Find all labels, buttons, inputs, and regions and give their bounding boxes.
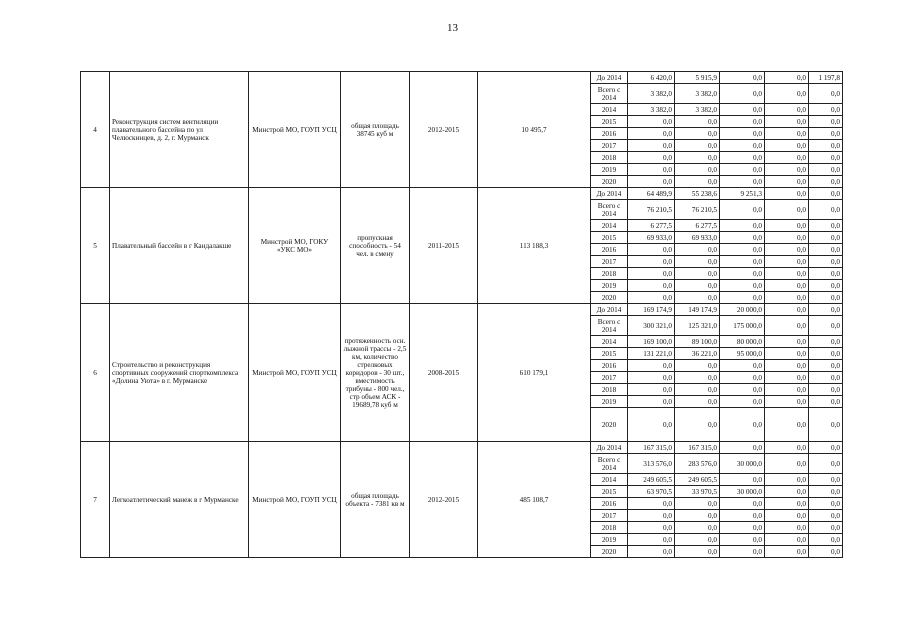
value-cell: 0,0 [809,140,843,152]
value-cell: 0,0 [765,256,809,268]
project-capacity: протяженность осн. лыжной трассы - 2,5 км, количество стрелковых коридоров - 30 шт., вместимость трибуны - 800 чел., стр объем АСК - 19689,78 куб м [341,304,410,442]
year-cell: До 2014 [591,442,628,454]
value-cell: 0,0 [809,474,843,486]
value-cell: 0,0 [720,72,765,84]
year-cell: 2014 [591,220,628,232]
value-cell: 0,0 [765,232,809,244]
value-cell: 0,0 [628,546,675,558]
value-cell: 0,0 [720,498,765,510]
value-cell: 0,0 [720,268,765,280]
value-cell: 0,0 [720,220,765,232]
value-cell: 0,0 [765,408,809,442]
year-cell: 2015 [591,116,628,128]
value-cell: 0,0 [809,152,843,164]
project-customer: Минстрой МО, ГОКУ «УКС МО» [249,188,341,304]
year-cell: 2018 [591,152,628,164]
value-cell: 0,0 [765,474,809,486]
value-cell: 0,0 [675,498,720,510]
value-cell: 0,0 [809,408,843,442]
value-cell: 0,0 [628,152,675,164]
year-cell: 2014 [591,104,628,116]
year-cell: 2018 [591,384,628,396]
year-cell: 2019 [591,534,628,546]
investment-table [80,71,843,558]
value-cell: 0,0 [765,104,809,116]
page-number: 13 [447,22,458,34]
value-cell: 0,0 [809,188,843,200]
value-cell: 3 382,0 [628,104,675,116]
value-cell: 0,0 [675,408,720,442]
value-cell: 5 915,9 [675,72,720,84]
value-cell: 0,0 [765,384,809,396]
value-cell: 3 382,0 [675,104,720,116]
project-period: 2008-2015 [410,304,478,442]
value-cell: 0,0 [628,372,675,384]
value-cell: 76 210,5 [628,200,675,220]
project-number: 5 [81,188,110,304]
value-cell: 0,0 [765,360,809,372]
value-cell: 0,0 [720,384,765,396]
year-cell: 2020 [591,408,628,442]
value-cell: 0,0 [720,176,765,188]
project-capacity: общая площадь 38745 куб м [341,72,410,188]
value-cell: 0,0 [675,244,720,256]
value-cell: 0,0 [628,140,675,152]
value-cell: 167 315,0 [675,442,720,454]
value-cell: 1 197,8 [809,72,843,84]
value-cell: 0,0 [765,336,809,348]
value-cell: 0,0 [628,498,675,510]
project-cost: 113 188,3 [478,188,591,304]
project-period: 2012-2015 [410,442,478,558]
project-number: 4 [81,72,110,188]
value-cell: 0,0 [628,280,675,292]
value-cell: 169 100,0 [628,336,675,348]
year-cell: 2016 [591,498,628,510]
project-name: Строительство и реконструкция спортивных сооружений спорткомплекса «Долина Уюта» в г. Мурманске [110,304,249,442]
value-cell: 0,0 [675,510,720,522]
value-cell: 0,0 [765,152,809,164]
value-cell: 0,0 [765,188,809,200]
value-cell: 0,0 [720,232,765,244]
value-cell: 0,0 [809,372,843,384]
value-cell: 0,0 [628,396,675,408]
value-cell: 0,0 [675,360,720,372]
value-cell: 0,0 [809,384,843,396]
value-cell: 0,0 [675,292,720,304]
year-cell: Всего с 2014 [591,84,628,104]
table-row [81,188,843,200]
value-cell: 0,0 [809,232,843,244]
value-cell: 0,0 [720,256,765,268]
value-cell: 0,0 [675,176,720,188]
value-cell: 0,0 [675,280,720,292]
value-cell: 0,0 [809,280,843,292]
value-cell: 0,0 [765,84,809,104]
project-capacity: пропускная способность - 54 чел. в смену [341,188,410,304]
value-cell: 0,0 [675,372,720,384]
value-cell: 0,0 [675,128,720,140]
value-cell: 0,0 [809,292,843,304]
year-cell: До 2014 [591,72,628,84]
value-cell: 0,0 [628,256,675,268]
value-cell: 30 000,0 [720,486,765,498]
year-cell: До 2014 [591,304,628,316]
project-name: Легкоатлетический манеж в г Мурманске [110,442,249,558]
value-cell: 95 000,0 [720,348,765,360]
year-cell: До 2014 [591,188,628,200]
value-cell: 0,0 [809,454,843,474]
year-cell: 2016 [591,360,628,372]
value-cell: 0,0 [720,474,765,486]
value-cell: 0,0 [720,534,765,546]
value-cell: 0,0 [765,292,809,304]
value-cell: 0,0 [720,140,765,152]
value-cell: 0,0 [720,546,765,558]
value-cell: 0,0 [628,522,675,534]
value-cell: 0,0 [720,372,765,384]
value-cell: 0,0 [675,164,720,176]
year-cell: 2014 [591,474,628,486]
value-cell: 0,0 [720,510,765,522]
value-cell: 0,0 [628,408,675,442]
value-cell: 0,0 [765,200,809,220]
value-cell: 0,0 [720,442,765,454]
value-cell: 0,0 [765,304,809,316]
project-number: 6 [81,304,110,442]
value-cell: 0,0 [628,244,675,256]
value-cell: 3 382,0 [675,84,720,104]
value-cell: 0,0 [675,268,720,280]
value-cell: 0,0 [765,268,809,280]
project-cost: 485 108,7 [478,442,591,558]
value-cell: 0,0 [720,104,765,116]
value-cell: 0,0 [675,396,720,408]
table-row [81,442,843,454]
value-cell: 0,0 [765,442,809,454]
value-cell: 0,0 [720,292,765,304]
value-cell: 0,0 [765,486,809,498]
value-cell: 3 382,0 [628,84,675,104]
value-cell: 0,0 [720,116,765,128]
value-cell: 20 000,0 [720,304,765,316]
value-cell: 0,0 [765,522,809,534]
value-cell: 0,0 [720,84,765,104]
value-cell: 69 933,0 [675,232,720,244]
value-cell: 0,0 [809,336,843,348]
value-cell: 0,0 [628,510,675,522]
value-cell: 0,0 [809,116,843,128]
value-cell: 0,0 [675,116,720,128]
value-cell: 0,0 [765,510,809,522]
value-cell: 0,0 [628,384,675,396]
value-cell: 33 970,5 [675,486,720,498]
value-cell: 0,0 [675,256,720,268]
value-cell: 249 605,5 [628,474,675,486]
value-cell: 0,0 [809,256,843,268]
year-cell: 2019 [591,164,628,176]
year-cell: 2019 [591,280,628,292]
year-cell: 2015 [591,232,628,244]
value-cell: 0,0 [720,152,765,164]
project-name: Плавательный бассейн в г Кандалакше [110,188,249,304]
value-cell: 6 420,0 [628,72,675,84]
value-cell: 0,0 [765,372,809,384]
value-cell: 0,0 [809,360,843,372]
project-cost: 610 179,1 [478,304,591,442]
value-cell: 0,0 [628,128,675,140]
year-cell: 2018 [591,268,628,280]
value-cell: 0,0 [809,546,843,558]
year-cell: 2020 [591,546,628,558]
value-cell: 0,0 [809,128,843,140]
value-cell: 0,0 [675,522,720,534]
value-cell: 0,0 [720,522,765,534]
value-cell: 76 210,5 [675,200,720,220]
value-cell: 0,0 [765,220,809,232]
table-row [81,72,843,84]
value-cell: 36 221,0 [675,348,720,360]
year-cell: Всего с 2014 [591,454,628,474]
value-cell: 0,0 [809,176,843,188]
value-cell: 0,0 [809,104,843,116]
year-cell: 2020 [591,292,628,304]
project-cost: 10 495,7 [478,72,591,188]
project-customer: Минстрой МО, ГОУП УСЦ [249,442,341,558]
value-cell: 0,0 [809,268,843,280]
value-cell: 0,0 [809,534,843,546]
value-cell: 0,0 [628,534,675,546]
value-cell: 0,0 [628,164,675,176]
value-cell: 0,0 [765,164,809,176]
value-cell: 313 576,0 [628,454,675,474]
project-capacity: общая площадь объекта - 7381 кв м [341,442,410,558]
value-cell: 0,0 [765,534,809,546]
value-cell: 249 605,5 [675,474,720,486]
value-cell: 0,0 [809,244,843,256]
value-cell: 0,0 [720,200,765,220]
value-cell: 169 174,9 [628,304,675,316]
value-cell: 0,0 [720,280,765,292]
value-cell: 0,0 [809,164,843,176]
value-cell: 6 277,5 [628,220,675,232]
value-cell: 283 576,0 [675,454,720,474]
value-cell: 0,0 [720,164,765,176]
value-cell: 0,0 [675,140,720,152]
value-cell: 0,0 [765,348,809,360]
value-cell: 0,0 [628,292,675,304]
value-cell: 0,0 [675,534,720,546]
year-cell: Всего с 2014 [591,316,628,336]
value-cell: 63 970,5 [628,486,675,498]
year-cell: 2016 [591,244,628,256]
value-cell: 0,0 [809,396,843,408]
project-customer: Минстрой МО, ГОУП УСЦ [249,72,341,188]
value-cell: 0,0 [809,348,843,360]
value-cell: 0,0 [765,396,809,408]
value-cell: 0,0 [765,116,809,128]
value-cell: 9 251,3 [720,188,765,200]
value-cell: 0,0 [765,454,809,474]
value-cell: 0,0 [765,140,809,152]
value-cell: 0,0 [809,304,843,316]
value-cell: 0,0 [675,384,720,396]
value-cell: 0,0 [720,408,765,442]
year-cell: 2016 [591,128,628,140]
value-cell: 0,0 [809,510,843,522]
value-cell: 0,0 [720,244,765,256]
project-name: Реконструкция систем вентиляции плавательного бассейна по ул Челюскинцев, д. 2, г. Мурманск [110,72,249,188]
value-cell: 0,0 [765,546,809,558]
value-cell: 6 277,5 [675,220,720,232]
value-cell: 0,0 [809,486,843,498]
value-cell: 0,0 [765,72,809,84]
year-cell: Всего с 2014 [591,200,628,220]
project-number: 7 [81,442,110,558]
year-cell: 2014 [591,336,628,348]
value-cell: 0,0 [765,316,809,336]
value-cell: 80 000,0 [720,336,765,348]
value-cell: 175 000,0 [720,316,765,336]
year-cell: 2017 [591,510,628,522]
value-cell: 0,0 [765,128,809,140]
year-cell: 2015 [591,348,628,360]
year-cell: 2020 [591,176,628,188]
value-cell: 69 933,0 [628,232,675,244]
value-cell: 0,0 [628,360,675,372]
value-cell: 0,0 [765,244,809,256]
value-cell: 167 315,0 [628,442,675,454]
value-cell: 125 321,0 [675,316,720,336]
value-cell: 0,0 [720,396,765,408]
value-cell: 0,0 [765,176,809,188]
project-period: 2011-2015 [410,188,478,304]
value-cell: 0,0 [720,360,765,372]
value-cell: 30 000,0 [720,454,765,474]
value-cell: 0,0 [765,280,809,292]
value-cell: 0,0 [720,128,765,140]
value-cell: 89 100,0 [675,336,720,348]
year-cell: 2019 [591,396,628,408]
value-cell: 0,0 [809,498,843,510]
value-cell: 0,0 [809,220,843,232]
project-period: 2012-2015 [410,72,478,188]
year-cell: 2017 [591,140,628,152]
value-cell: 0,0 [809,200,843,220]
value-cell: 131 221,0 [628,348,675,360]
value-cell: 149 174,9 [675,304,720,316]
value-cell: 0,0 [765,498,809,510]
value-cell: 0,0 [675,152,720,164]
year-cell: 2015 [591,486,628,498]
value-cell: 55 238,6 [675,188,720,200]
value-cell: 0,0 [628,268,675,280]
value-cell: 300 321,0 [628,316,675,336]
value-cell: 0,0 [809,84,843,104]
year-cell: 2017 [591,372,628,384]
year-cell: 2018 [591,522,628,534]
value-cell: 64 489,9 [628,188,675,200]
value-cell: 0,0 [628,116,675,128]
value-cell: 0,0 [628,176,675,188]
value-cell: 0,0 [809,316,843,336]
value-cell: 0,0 [809,442,843,454]
value-cell: 0,0 [809,522,843,534]
project-customer: Минстрой МО, ГОУП УСЦ [249,304,341,442]
table-row [81,304,843,316]
year-cell: 2017 [591,256,628,268]
value-cell: 0,0 [675,546,720,558]
